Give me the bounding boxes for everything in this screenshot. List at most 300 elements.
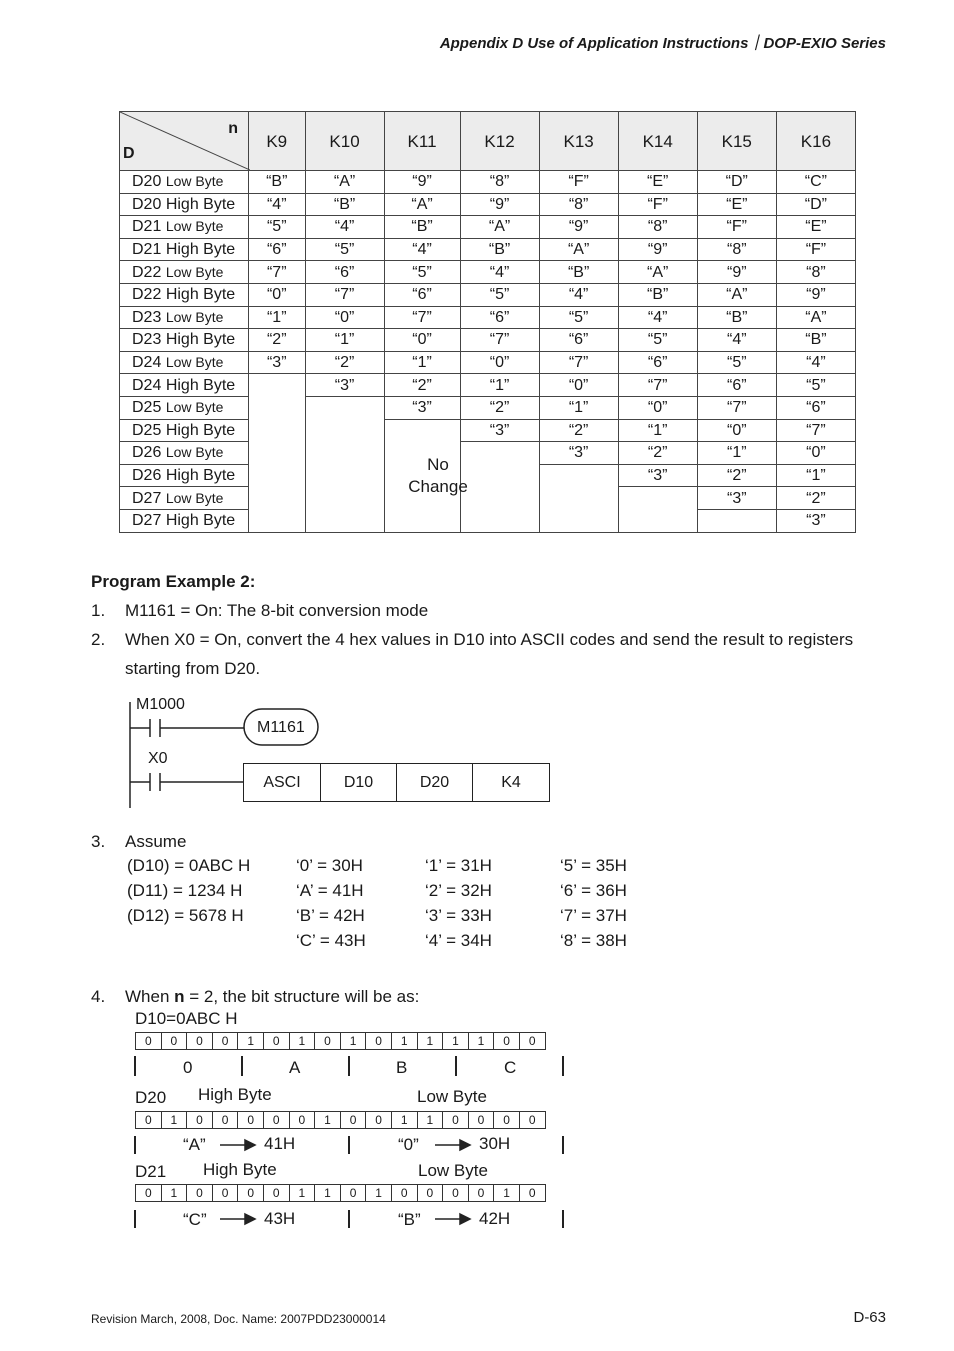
d20-right-hex: 30H (479, 1134, 511, 1153)
table-row (120, 216, 856, 239)
table-row (120, 509, 856, 532)
table-cell: “7” (697, 396, 776, 419)
table-row (120, 171, 856, 194)
assume-num: 3. (91, 832, 106, 851)
bit-cell: 0 (212, 1184, 239, 1202)
bit-cell: 1 (365, 1184, 392, 1202)
table-cell (305, 419, 384, 442)
row-label (120, 374, 249, 397)
table-cell: “B” (249, 171, 306, 194)
d20-label: D20 (135, 1088, 167, 1107)
row-byte: High Byte (165, 512, 236, 530)
bits-num: 4. (91, 987, 106, 1006)
nibble-label: C (504, 1058, 517, 1077)
no-change-line-1: No (427, 455, 449, 474)
row-byte: High Byte (165, 467, 236, 485)
row-byte: Low Byte (165, 444, 224, 461)
bit-cell: 1 (314, 1111, 341, 1129)
row-register: D25 (132, 421, 162, 439)
table-cell: “8” (460, 171, 539, 194)
bit-cell: 0 (135, 1032, 162, 1050)
table-cell: “4” (460, 261, 539, 284)
column-header-k15: K15 (697, 112, 776, 171)
row-byte: Low Byte (165, 263, 224, 280)
assume-cell: (D11) = 1234 H (127, 881, 243, 900)
table-cell (249, 442, 306, 465)
row-byte: Low Byte (165, 218, 224, 235)
corner-d-label: D (123, 145, 135, 162)
no-change-note (403, 454, 473, 498)
table-cell: “3” (618, 464, 697, 487)
table-cell: “0” (305, 306, 384, 329)
table-row (120, 487, 856, 510)
row-register: D27 (132, 489, 162, 507)
row-register: D20 (132, 195, 162, 213)
table-cell: “A” (697, 283, 776, 306)
table-cell: “6” (776, 396, 855, 419)
table-cell: “0” (460, 351, 539, 374)
table-row (120, 283, 856, 306)
row-register: D24 (132, 354, 162, 372)
table-cell: “8” (618, 216, 697, 239)
bit-cell: 1 (289, 1184, 316, 1202)
table-cell: “B” (305, 193, 384, 216)
corner-n-label: n (228, 120, 238, 137)
table-cell: “1” (697, 442, 776, 465)
table-cell (460, 509, 539, 532)
row-label (120, 442, 249, 465)
table-cell: “4” (384, 238, 460, 261)
table-cell: “D” (697, 171, 776, 194)
column-header-k12: K12 (460, 112, 539, 171)
row-byte: High Byte (165, 421, 236, 439)
bits-intro (125, 987, 419, 1007)
assume-cell: (D12) = 5678 H (127, 906, 244, 925)
bit-cell: 1 (442, 1032, 469, 1050)
table-cell: “5” (776, 374, 855, 397)
table-cell (539, 487, 618, 510)
table-cell: “2” (697, 464, 776, 487)
table-cell (384, 419, 460, 442)
table-cell (249, 419, 306, 442)
table-cell: “E” (618, 171, 697, 194)
row-label (120, 464, 249, 487)
bit-cell: 0 (493, 1032, 520, 1050)
table-cell: “7” (776, 419, 855, 442)
table-cell: “B” (697, 306, 776, 329)
row-label (120, 509, 249, 532)
table-row (120, 374, 856, 397)
row-label (120, 238, 249, 261)
table-cell: “5” (384, 261, 460, 284)
table-cell (305, 509, 384, 532)
row-byte: Low Byte (165, 173, 224, 190)
bit-cell: 0 (237, 1111, 264, 1129)
table-cell: “9” (697, 261, 776, 284)
bit-cell: 0 (237, 1184, 264, 1202)
bit-cell: 1 (417, 1032, 444, 1050)
column-header-k14: K14 (618, 112, 697, 171)
table-row (120, 238, 856, 261)
table-row (120, 306, 856, 329)
table-cell (249, 487, 306, 510)
assume-cell: ‘0’ = 30H (296, 856, 363, 875)
table-cell: “A” (776, 306, 855, 329)
bit-cell: 0 (263, 1032, 290, 1050)
d20-high-byte-label: High Byte (198, 1085, 272, 1104)
row-label (120, 329, 249, 352)
table-cell (305, 442, 384, 465)
bit-cell: 0 (468, 1184, 495, 1202)
d21-label: D21 (135, 1162, 167, 1181)
example-item-1-text: M1161 = On: The 8-bit conversion mode (125, 601, 429, 620)
row-register: D22 (132, 263, 162, 281)
table-cell (618, 487, 697, 510)
table-cell: “F” (539, 171, 618, 194)
bit-cell: 0 (519, 1184, 546, 1202)
row-register: D24 (132, 376, 162, 394)
column-header-k10: K10 (305, 112, 384, 171)
table-cell: “6” (460, 306, 539, 329)
row-register: D21 (132, 218, 162, 236)
table-cell: “6” (697, 374, 776, 397)
table-cell: “6” (249, 238, 306, 261)
table-row (120, 329, 856, 352)
table-cell: “2” (776, 487, 855, 510)
table-cell: “9” (539, 216, 618, 239)
row-register: D27 (132, 512, 162, 530)
table-cell: “4” (249, 193, 306, 216)
example-item-2-cont: starting from D20. (125, 659, 261, 678)
table-cell: “A” (384, 193, 460, 216)
row-register: D23 (132, 331, 162, 349)
instruction-k4-box: K4 (472, 763, 550, 802)
bit-cell: 0 (263, 1111, 290, 1129)
table-row (120, 464, 856, 487)
table-cell: “8” (697, 238, 776, 261)
bit-cell: 1 (161, 1111, 188, 1129)
example-item-1-num: 1. (91, 601, 106, 620)
instruction-d10-box: D10 (320, 763, 397, 802)
table-cell: “7” (305, 283, 384, 306)
assume-cell: ‘7’ = 37H (560, 906, 627, 925)
table-cell: “A” (618, 261, 697, 284)
table-cell: “5” (618, 329, 697, 352)
bit-cell: 1 (468, 1032, 495, 1050)
table-cell: “7” (249, 261, 306, 284)
table-cell (249, 509, 306, 532)
table-cell: “2” (618, 442, 697, 465)
table-cell: “1” (776, 464, 855, 487)
row-label (120, 396, 249, 419)
row-label (120, 193, 249, 216)
row-register: D25 (132, 399, 162, 417)
row-label (120, 261, 249, 284)
bit-cell: 0 (442, 1111, 469, 1129)
table-cell: “0” (539, 374, 618, 397)
bit-cell: 0 (212, 1111, 239, 1129)
bit-cell: 1 (289, 1032, 316, 1050)
d21-low-byte-label: Low Byte (418, 1161, 488, 1180)
table-cell: “0” (776, 442, 855, 465)
row-byte: High Byte (165, 241, 236, 259)
table-cell: “9” (460, 193, 539, 216)
d21-left-hex: 43H (264, 1209, 296, 1228)
table-cell: “7” (384, 306, 460, 329)
bits-intro-post: = 2, the bit structure will be as: (184, 987, 420, 1006)
table-cell: “A” (305, 171, 384, 194)
row-register: D22 (132, 286, 162, 304)
table-cell: “0” (618, 396, 697, 419)
table-cell: “3” (460, 419, 539, 442)
table-cell: “3” (697, 487, 776, 510)
table-cell: “4” (776, 351, 855, 374)
row-byte: Low Byte (165, 399, 224, 416)
table-row (120, 442, 856, 465)
table-cell: “2” (460, 396, 539, 419)
table-cell: “9” (384, 171, 460, 194)
table-cell: “3” (249, 351, 306, 374)
assume-cell: ‘3’ = 33H (425, 906, 492, 925)
table-cell: “5” (697, 351, 776, 374)
table-cell: “8” (539, 193, 618, 216)
bit-cell: 0 (263, 1184, 290, 1202)
bit-cell: 0 (493, 1111, 520, 1129)
assume-cell: ‘8’ = 38H (560, 931, 627, 950)
bit-cell: 0 (135, 1111, 162, 1129)
row-register: D23 (132, 308, 162, 326)
table-cell (618, 509, 697, 532)
assume-cell: ‘5’ = 35H (560, 856, 627, 875)
instruction-d20-box: D20 (396, 763, 473, 802)
bit-cell: 0 (186, 1184, 213, 1202)
row-byte: High Byte (165, 331, 236, 349)
table-cell: “6” (305, 261, 384, 284)
table-cell: “5” (249, 216, 306, 239)
column-header-k11: K11 (384, 112, 460, 171)
assume-cell: ‘2’ = 32H (425, 881, 492, 900)
bit-cell: 1 (391, 1111, 418, 1129)
program-example-heading: Program Example 2: (91, 572, 256, 591)
example-item-2-text: When X0 = On, convert the 4 hex values in D10 into ASCII codes and send the result to registers (125, 630, 854, 649)
assume-cell: ‘4’ = 34H (425, 931, 492, 950)
bit-cell: 0 (417, 1184, 444, 1202)
table-cell: “1” (539, 396, 618, 419)
d20-right-char: “0” (398, 1135, 419, 1154)
table-cell: “9” (618, 238, 697, 261)
table-cell (697, 509, 776, 532)
d20-left-char: “A” (183, 1135, 206, 1154)
table-cell (249, 464, 306, 487)
bit-cell: 1 (340, 1032, 367, 1050)
table-cell (305, 396, 384, 419)
bit-cell: 0 (468, 1111, 495, 1129)
assume-label: Assume (125, 832, 187, 851)
table-cell: “B” (539, 261, 618, 284)
table-cell: “7” (460, 329, 539, 352)
table-row (120, 419, 856, 442)
table-cell: “E” (697, 193, 776, 216)
table-cell: “B” (460, 238, 539, 261)
table-cell: “5” (460, 283, 539, 306)
nibble-label: 0 (183, 1058, 193, 1077)
table-row (120, 193, 856, 216)
column-header-k9: K9 (249, 112, 306, 171)
bit-cell: 1 (314, 1184, 341, 1202)
table-cell: “F” (776, 238, 855, 261)
table-cell (539, 509, 618, 532)
assume-cell: ‘6’ = 36H (560, 881, 627, 900)
table-cell: “3” (384, 396, 460, 419)
assume-cell: ‘1’ = 31H (425, 856, 492, 875)
table-cell: “2” (305, 351, 384, 374)
nibble-label: A (289, 1058, 301, 1077)
row-label (120, 283, 249, 306)
row-byte: Low Byte (165, 354, 224, 371)
table-cell (249, 396, 306, 419)
bits-intro-pre: When (125, 987, 175, 1006)
table-cell: “F” (618, 193, 697, 216)
table-cell: “5” (539, 306, 618, 329)
table-cell: “4” (618, 306, 697, 329)
row-byte: High Byte (165, 195, 236, 213)
table-row (120, 396, 856, 419)
table-row (120, 351, 856, 374)
bits-intro-n: n (174, 987, 185, 1006)
table-cell: “B” (776, 329, 855, 352)
row-byte: Low Byte (165, 308, 224, 325)
table-cell: “F” (697, 216, 776, 239)
contact-x0-label: X0 (148, 750, 168, 767)
row-register: D21 (132, 241, 162, 259)
table-cell: “8” (776, 261, 855, 284)
table-cell: “B” (384, 216, 460, 239)
row-label (120, 419, 249, 442)
table-cell: “0” (384, 329, 460, 352)
table-cell: “2” (249, 329, 306, 352)
table-cell: “6” (618, 351, 697, 374)
table-cell: “1” (618, 419, 697, 442)
table-cell: “6” (539, 329, 618, 352)
table-cell: “B” (618, 283, 697, 306)
bit-cell: 0 (519, 1111, 546, 1129)
row-register: D20 (132, 173, 162, 191)
table-cell: “2” (384, 374, 460, 397)
table-cell (249, 374, 306, 397)
footer-revision: Revision March, 2008, Doc. Name: 2007PDD23000014 (91, 1312, 386, 1326)
bit-cell: 1 (493, 1184, 520, 1202)
bit-cell: 0 (365, 1111, 392, 1129)
table-cell: “7” (539, 351, 618, 374)
example-item-2-num: 2. (91, 630, 106, 649)
nibble-label: B (396, 1058, 408, 1077)
table-cell: “3” (776, 509, 855, 532)
bit-cell: 1 (417, 1111, 444, 1129)
table-cell (384, 509, 460, 532)
bit-cell: 1 (237, 1032, 264, 1050)
page-header: Appendix D Use of Application Instructions｜DOP-EXIO Series (439, 35, 886, 52)
table-cell: “4” (539, 283, 618, 306)
table-cell: “9” (776, 283, 855, 306)
assume-cell: ‘C’ = 43H (296, 931, 366, 950)
table-cell: “3” (539, 442, 618, 465)
conversion-table (119, 111, 856, 533)
table-cell: “5” (305, 238, 384, 261)
bit-cell: 0 (314, 1032, 341, 1050)
row-label (120, 487, 249, 510)
row-label (120, 306, 249, 329)
table-cell: “3” (305, 374, 384, 397)
table-cell: “7” (618, 374, 697, 397)
table-cell: “D” (776, 193, 855, 216)
table-cell (305, 464, 384, 487)
table-cell (539, 464, 618, 487)
contact-m1000-label: M1000 (136, 696, 185, 713)
table-cell: “A” (460, 216, 539, 239)
row-byte: Low Byte (165, 489, 224, 506)
d21-right-hex: 42H (479, 1209, 511, 1228)
table-cell: “1” (305, 329, 384, 352)
bit-cell: 0 (340, 1111, 367, 1129)
row-register: D26 (132, 444, 162, 462)
row-register: D26 (132, 467, 162, 485)
bit-cell: 0 (340, 1184, 367, 1202)
d10-label: D10=0ABC H (135, 1009, 238, 1028)
table-row (120, 261, 856, 284)
row-byte: High Byte (165, 376, 236, 394)
assume-cell: ‘B’ = 42H (296, 906, 365, 925)
row-label (120, 216, 249, 239)
bit-cell: 1 (391, 1032, 418, 1050)
coil-m1161-label: M1161 (257, 719, 305, 736)
table-cell: “1” (249, 306, 306, 329)
bit-cell: 0 (365, 1032, 392, 1050)
table-cell: “C” (776, 171, 855, 194)
bit-cell: 0 (186, 1111, 213, 1129)
bit-cell: 1 (161, 1184, 188, 1202)
d20-left-hex: 41H (264, 1134, 296, 1153)
row-label (120, 171, 249, 194)
footer-page-number: D-63 (853, 1309, 886, 1326)
instruction-asci-box: ASCI (243, 763, 321, 802)
d20-low-byte-label: Low Byte (417, 1087, 487, 1106)
table-cell: “E” (776, 216, 855, 239)
table-header-row (120, 112, 856, 171)
d21-right-char: “B” (398, 1210, 421, 1229)
column-header-k16: K16 (776, 112, 855, 171)
bit-cell: 0 (212, 1032, 239, 1050)
table-cell: “1” (460, 374, 539, 397)
d21-left-char: “C” (183, 1210, 207, 1229)
bit-cell: 0 (391, 1184, 418, 1202)
table-cell: “1” (384, 351, 460, 374)
bit-cell: 0 (519, 1032, 546, 1050)
bit-cell: 0 (135, 1184, 162, 1202)
assume-cell: ‘A’ = 41H (296, 881, 364, 900)
no-change-line-2: Change (408, 477, 468, 496)
table-cell: “0” (249, 283, 306, 306)
table-corner-cell (120, 112, 249, 171)
table-cell: “4” (305, 216, 384, 239)
bit-cell: 0 (186, 1032, 213, 1050)
bit-cell: 0 (161, 1032, 188, 1050)
bit-cell: 0 (289, 1111, 316, 1129)
column-header-k13: K13 (539, 112, 618, 171)
table-cell: “4” (697, 329, 776, 352)
row-byte: High Byte (165, 286, 236, 304)
d21-high-byte-label: High Byte (203, 1160, 277, 1179)
table-cell: “A” (539, 238, 618, 261)
